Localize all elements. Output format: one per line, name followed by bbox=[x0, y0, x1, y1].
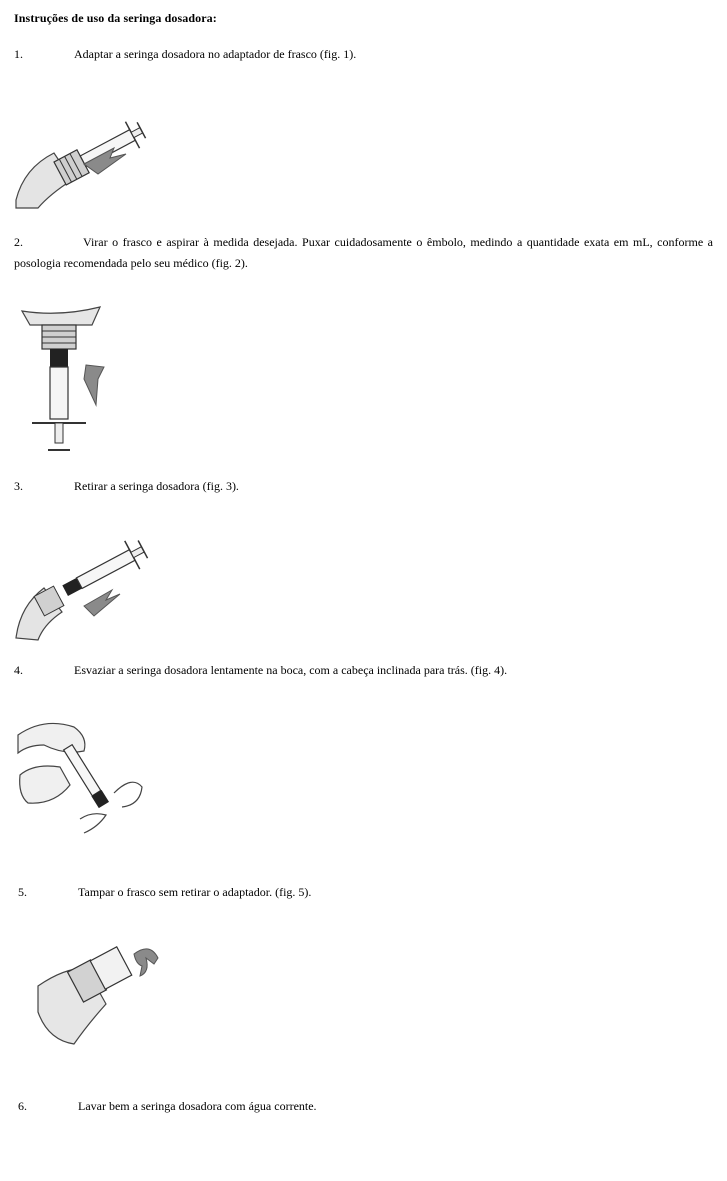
syringe-attach-to-bottle-icon bbox=[14, 108, 164, 210]
step-1-number: 1. bbox=[14, 47, 23, 61]
page-title: Instruções de uso da seringa dosadora: bbox=[14, 11, 217, 25]
syringe-into-mouth-icon bbox=[14, 715, 149, 835]
step-2-number: 2. bbox=[14, 235, 23, 249]
step-1-text: Adaptar a seringa dosadora no adaptador de frasco (fig. 1). bbox=[74, 47, 357, 61]
step-2-text: Virar o frasco e aspirar à medida desejada. Puxar cuidadosamente o êmbolo, medindo a quantidade exata em mL, conforme a posologia recomendada pelo seu médico (fig. 2). bbox=[14, 235, 713, 270]
step-5-number: 5. bbox=[18, 885, 27, 899]
step-5-text: Tampar o frasco sem retirar o adaptador. (fig. 5). bbox=[78, 885, 312, 899]
step-2-paragraph bbox=[14, 232, 713, 274]
step-3-text: Retirar a seringa dosadora (fig. 3). bbox=[74, 479, 239, 493]
step-4-number: 4. bbox=[14, 663, 23, 677]
step-4-text: Esvaziar a seringa dosadora lentamente na boca, com a cabeça inclinada para trás. (fig. 4). bbox=[74, 663, 508, 677]
cap-bottle-icon bbox=[34, 942, 164, 1048]
step-6-text: Lavar bem a seringa dosadora com água corrente. bbox=[78, 1099, 317, 1113]
syringe-remove-icon bbox=[14, 530, 164, 642]
syringe-draw-dose-icon bbox=[20, 305, 110, 455]
step-6-number: 6. bbox=[18, 1099, 27, 1113]
step-3-number: 3. bbox=[14, 479, 23, 493]
